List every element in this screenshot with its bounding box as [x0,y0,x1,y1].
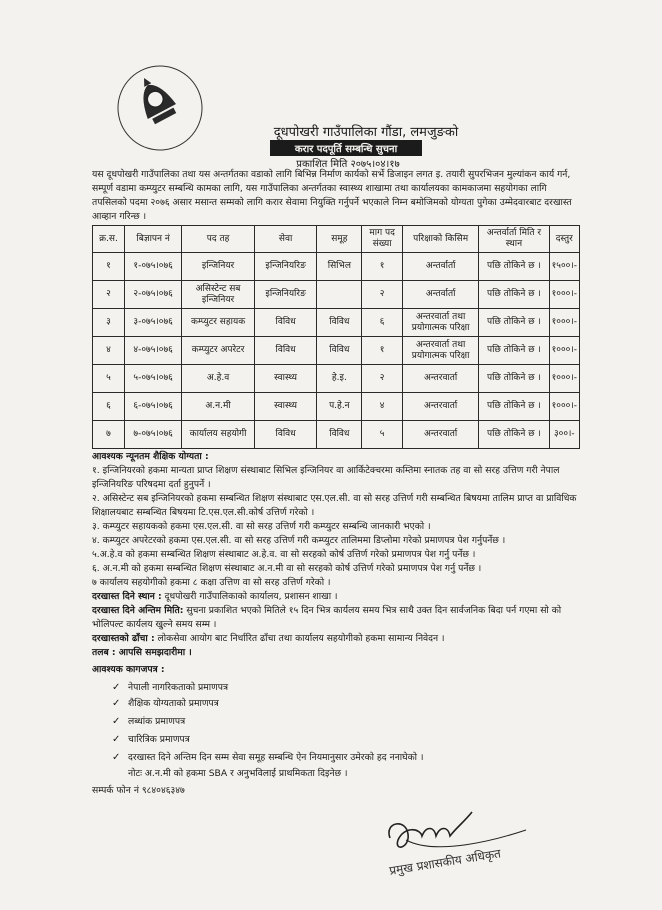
document-item: ✓ शैक्षिक योग्यताको प्रमाणपत्र [112,698,219,709]
cell-post: अ.हे.व [182,365,254,393]
office-seal-icon [104,52,216,164]
cell-count: २ [362,365,403,393]
published-date: प्रकाशित मिति २०७५।०४।१७ [296,159,400,170]
cell-sn: ३ [93,309,125,337]
cell-date: पछि तोकिने छ । [479,421,549,449]
table-row [93,253,580,281]
cell-group: प.हे.न [317,393,362,421]
deadline-label: दरखास्त दिने अन्तिम मिति: [92,605,184,616]
cell-exam: अन्तरवार्ता तथा प्रयोगात्मक परिक्षा [403,337,479,365]
submit-place-label: दरखास्त दिने स्थान : [92,591,162,602]
document-item: ✓ नेपाली नागरिकताको प्रमाणपत्र [112,682,229,693]
cell-service: विविध [254,421,317,449]
cell-fee: १०००।- [549,309,579,337]
cell-post: असिस्टेन्ट सब इन्जिनियर [182,281,254,309]
cell-service: विविध [254,309,317,337]
table-row [93,421,580,449]
cell-fee: ३००।- [549,421,579,449]
cell-fee: १०००।- [549,365,579,393]
document-item: ✓ लब्धांक प्रमाणपत्र [112,716,186,727]
cell-group: विविध [317,421,362,449]
cell-service: इन्जिनियरिङ [254,281,317,309]
col-count: माग पद संख्या [362,226,403,253]
cell-date: पछि तोकिने छ । [479,281,549,309]
cell-service: इन्जिनियरिङ [254,253,317,281]
signatory-title: प्रमुख प्रशासकीय अधिकृत [388,846,502,878]
cell-count: ६ [362,309,403,337]
document-item: ✓ चारित्रिक प्रमाणपत्र [112,734,190,745]
cell-date: पछि तोकिने छ । [479,253,549,281]
cell-count: ५ [362,421,403,449]
cell-post: कम्प्युटर सहायक [182,309,254,337]
intro-paragraph: यस दूधपोखरी गाउँपालिका तथा यस अन्तर्गतका वडाको लागि बिभिन्न निर्माण कार्यको सर्भे डिजाइन लगत इ. तयारी सुपरभिजन मुल्यांकन कार्य गर्न, सम्पूर्ण वडामा कम्प्युटर सम्बन्धि कामका लागि, यस गाउँपालिका अन्तर्गतका स्वास्थ्य शाखामा तथा कार्यालयका कामकाजमा सहयोगका लागि तपसिलको पदमा २०७६ असार मसान्त सम्मको लागि करार सेवामा नियुक्ति गर्नुपर्ने भएकाले निम्न बमोजिमको योग्यता पुगेका उम्मेदवारबाट दरखास्त आव्हान गरिन्छ । [92,169,572,222]
col-exam: परिक्षाको किसिम [403,226,479,253]
documents-heading: आवश्यक कागजपत्र : [92,664,165,675]
cell-exam: अन्तर्वार्ता [403,253,479,281]
cell-date: पछि तोकिने छ । [479,337,549,365]
deadline [92,604,582,632]
col-ad-no: बिज्ञापन नं [124,226,181,253]
qualification-1: १. इन्जिनियरको हकमा मान्यता प्राप्त शिक्षण संस्थाबाट सिभिल इन्जिनियर वा आर्किटेक्चरमा कम्तिमा स्नातक तह वा सो सरह उत्तिण गरी नेपाल इन्जिनियरिङ परिषदमा दर्ता हुनुपर्ने । [92,465,560,490]
cell-count: १ [362,337,403,365]
cell-fee: १५००।- [549,253,579,281]
cell-sn: ६ [93,393,125,421]
col-sn: क्र.स. [93,226,125,253]
notice-subject: करार पदपूर्ति सम्बन्धि सुचना [270,140,422,156]
table-row [93,309,580,337]
cell-date: पछि तोकिने छ । [479,309,549,337]
cell-ad: ३-०७५।०७६ [124,309,181,337]
cell-date: पछि तोकिने छ । [479,393,549,421]
vacancy-table [92,225,580,449]
cell-sn: ५ [93,365,125,393]
checkmark-icon: ✓ [112,734,121,745]
col-group: समूह [317,226,362,253]
cell-ad: २-०७५।०७६ [124,281,181,309]
cell-exam: अन्तरवार्ता [403,365,479,393]
submit-place-value: दूधपोखरी गाउँपालिकाको कार्यालय, प्रशासन शाखा । [164,591,338,602]
cell-count: २ [362,281,403,309]
cell-ad: १-०७५।०७६ [124,253,181,281]
cell-group: विविध [317,337,362,365]
cell-ad: ७-०७५।०७६ [124,421,181,449]
cell-service: स्वास्थ्य [254,365,317,393]
cell-fee: १०००।- [549,337,579,365]
cell-date: पछि तोकिने छ । [479,365,549,393]
checkmark-icon: ✓ [112,716,121,727]
cell-group [317,281,362,309]
cell-exam: अन्तरवार्ता [403,393,479,421]
col-date: अन्तर्वार्ता मिति र स्थान [479,226,549,253]
table-row [93,281,580,309]
cell-service: विविध [254,337,317,365]
qualification-5: ५.अ.हे.व को हकमा सम्बन्धित शिक्षण संस्थाबाट अ.हे.व. वा सो सरहको कोर्ष उत्तिर्ण गरेको प्रमाणपत्र पेश गर्नु पर्नेछ । [92,549,476,560]
cell-group: विविध [317,309,362,337]
cell-ad: ६-०७५।०७६ [124,393,181,421]
cell-sn: ७ [93,421,125,449]
cell-post: अ.न.मी [182,393,254,421]
document-item: ✓ दरखास्त दिने अन्तिम दिन सम्म सेवा समूह सम्बन्धि ऐन नियमानुसार उमेरको हद ननाघेको । [112,752,424,763]
cell-sn: २ [93,281,125,309]
col-fee: दस्तुर [549,226,579,253]
qualification-6: ६. अ.न.मी को हकमा सम्बन्धित शिक्षण संस्थाबाट अ.न.मी वा सो सरहको कोर्ष उत्तिर्ण गरेको प्रमाणपत्र पेश गर्नु पर्नेछ । [92,563,482,574]
cell-service: स्वास्थ्य [254,393,317,421]
format-label: दरखास्तको ढाँचा : [92,633,155,644]
table-row [93,393,580,421]
cell-post: इन्जिनियर [182,253,254,281]
checkmark-icon: ✓ [112,698,121,709]
deadline-value: सुचना प्रकाशित भएको मितिले १५ दिन भित्र कार्यलय समय भित्र साथै उक्त दिन सार्वजनिक बिदा पर्न गएमा सो को भोलिपल्ट कार्यलय खुल्ने समय सम्म । [92,605,562,630]
cell-sn: १ [93,253,125,281]
qualification-4: ४. कम्प्युटर अपरेटरको हकमा एस.एल.सी. वा सो सरह उत्तिर्ण गरी कम्प्युटर तालिममा डिप्लोमा गरेको प्रमाणपत्र पेश गर्नुपर्नेछ । [92,535,506,546]
qualification-3: ३. कम्प्युटर सहायकको हकमा एस.एल.सी. वा सो सरह उत्तिर्ण गरी कम्प्युटर सम्बन्धि जानकारी भएको । [92,521,431,532]
checkmark-icon: ✓ [112,752,121,763]
application-format [92,632,582,646]
cell-fee: १०००।- [549,281,579,309]
qualifications-heading: आवश्यक न्यूनतम शैक्षिक योग्यता : [92,451,209,462]
cell-post: कम्प्युटर अपरेटर [182,337,254,365]
format-value: लोकसेवा आयोग बाट निर्धारित ढाँचा तथा कार्यालय सहयोगीको हकमा सामान्य निवेदन । [157,633,445,644]
col-service: सेवा [254,226,317,253]
documents-note: नोटः अ.न.मी को हकमा SBA र अनुभविलाई प्राथमिकता दिइनेछ । [128,768,348,779]
table-header-row [93,226,580,253]
cell-group: सिभिल [317,253,362,281]
cell-sn: ४ [93,337,125,365]
qualification-7: ७ कार्यालय सहयोगीको हकमा ८ कक्षा उत्तिण वा सो सरह उत्तिर्ण गरेको । [92,577,331,588]
table-row [93,365,580,393]
cell-exam: अन्तरवार्ता [403,421,479,449]
cell-group: हे.इ. [317,365,362,393]
cell-count: १ [362,253,403,281]
contact-phone: सम्पर्क फोन नं ९८४०४६३४७ [92,785,185,796]
salary-line: तलब : आपसि समझदारीमा । [92,647,192,658]
table-row [93,337,580,365]
checkmark-icon: ✓ [112,682,121,693]
qualification-2: २. असिस्टेन्ट सब इन्जिनियरको हकमा सम्बन्धित शिक्षण संस्थाबाट एस.एल.सी. वा सो सरह उत्तिर्ण गरी सम्बन्धित बिषयमा तालिम प्राप्त वा प्राविधिक शिक्षालयबाट सम्बन्धित बिषयमा टि.एस.एल.सी.कोर्ष उत्तिर्ण गरेको । [92,493,577,518]
office-name: दूधपोखरी गाउँपालिका गौंडा, लमजुङको [273,125,459,140]
cell-fee: १०००।- [549,393,579,421]
submit-place [92,590,582,604]
col-post: पद तह [182,226,254,253]
cell-post: कार्यालय सहयोगी [182,421,254,449]
cell-count: ४ [362,393,403,421]
cell-ad: ५-०७५।०७६ [124,365,181,393]
cell-exam: अन्तरवार्ता तथा प्रयोगात्मक परिक्षा [403,309,479,337]
cell-exam: अन्तर्वार्ता [403,281,479,309]
cell-ad: ४-०७५।०७६ [124,337,181,365]
